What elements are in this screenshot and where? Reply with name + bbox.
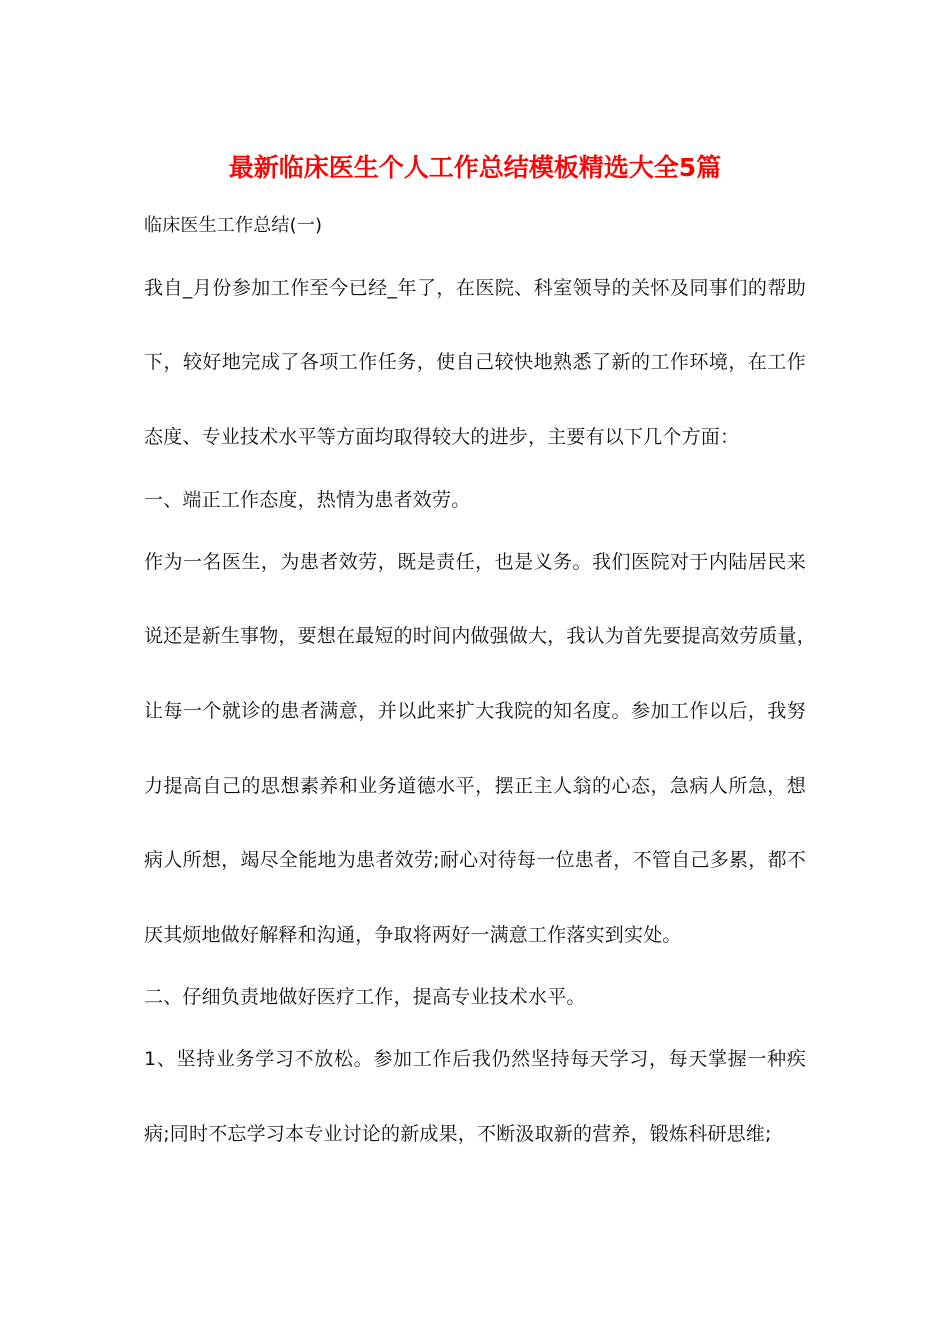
- paragraph-line: 态度、专业技术水平等方面均取得较大的进步，主要有以下几个方面：: [144, 426, 740, 448]
- paragraph-line: 作为一名医生，为患者效劳，既是责任，也是义务。我们医院对于内陆居民来: [144, 551, 806, 573]
- paragraph-line: 说还是新生事物，要想在最短的时间内做强做大，我认为首先要提高效劳质量，: [144, 625, 817, 647]
- paragraph-line: 病;同时不忘学习本专业讨论的新成果，不断汲取新的营养，锻炼科研思维;: [144, 1123, 772, 1145]
- paragraph-line: 下，较好地完成了各项工作任务，使自己较快地熟悉了新的工作环境，在工作: [144, 351, 806, 373]
- paragraph-line: 1、坚持业务学习不放松。参加工作后我仍然坚持每天学习，每天掌握一种疾: [144, 1048, 806, 1070]
- paragraph-line: 病人所想，竭尽全能地为患者效劳;耐心对待每一位患者，不管自己多累，都不: [144, 849, 806, 871]
- section-subtitle: 临床医生工作总结(一): [144, 215, 323, 236]
- paragraph-line: 让每一个就诊的患者满意，并以此来扩大我院的知名度。参加工作以后，我努: [144, 700, 806, 722]
- document-title: 最新临床医生个人工作总结模板精选大全5篇: [228, 153, 722, 182]
- section-heading: 一、端正工作态度，热情为患者效劳。: [144, 489, 471, 511]
- paragraph-line: 我自_月份参加工作至今已经_年了，在医院、科室领导的关怀及同事们的帮助: [144, 277, 806, 299]
- section-heading: 二、仔细负责地做好医疗工作，提高专业技术水平。: [144, 986, 586, 1008]
- paragraph-line: 厌其烦地做好解释和沟通，争取将两好一满意工作落实到实处。: [144, 924, 682, 946]
- paragraph-line: 力提高自己的思想素养和业务道德水平，摆正主人翁的心态，急病人所急，想: [144, 775, 806, 797]
